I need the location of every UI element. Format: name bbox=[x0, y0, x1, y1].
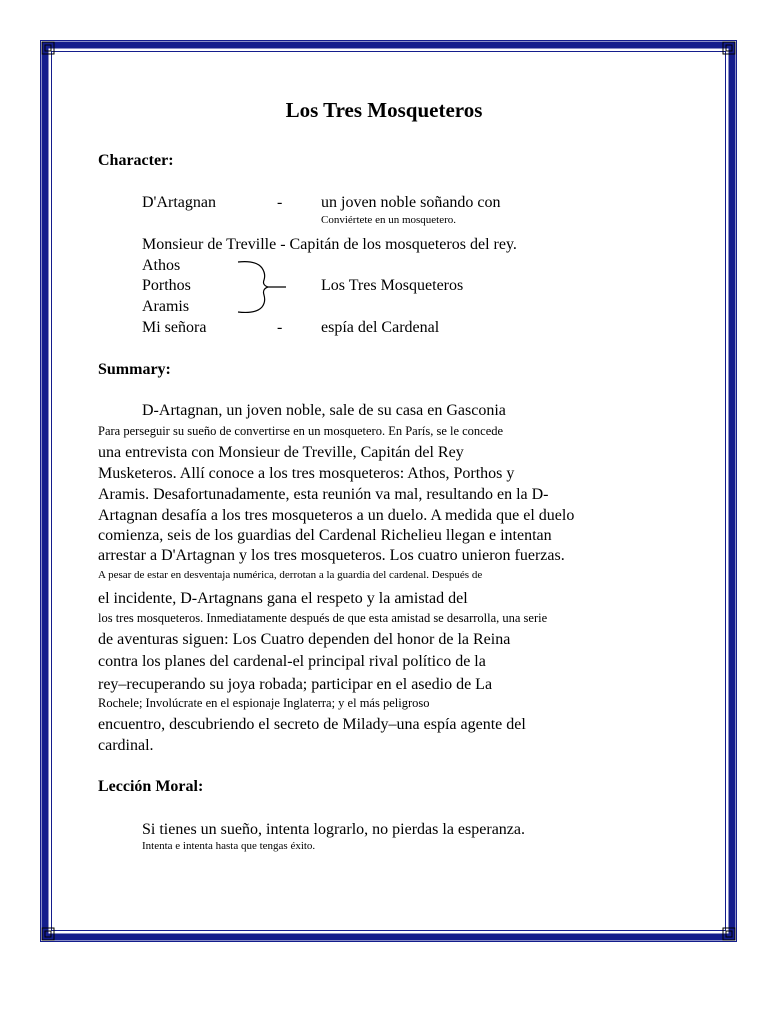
summary-line: D-Artagnan, un joven noble, sale de su casa en Gasconia bbox=[142, 402, 506, 419]
summary-line: comienza, seis de los guardias del Cardenal Richelieu llegan e intentan bbox=[98, 527, 552, 544]
summary-line: encuentro, descubriendo el secreto de Milady–una espía agente del bbox=[98, 716, 526, 733]
character-name-aramis: Aramis bbox=[142, 298, 190, 315]
summary-line: contra los planes del cardenal-el principal rival político de la bbox=[98, 653, 486, 670]
summary-line: Para perseguir su sueño de convertirse en un mosquetero. En París, se le concede bbox=[98, 424, 504, 438]
summary-line: arrestar a D'Artagnan y los tres mosqueteros. Los cuatro unieron fuerzas. bbox=[98, 547, 565, 564]
character-desc-milady: espía del Cardenal bbox=[321, 319, 440, 336]
character-dash: - bbox=[277, 319, 283, 336]
character-treville: Monsieur de Treville - Capitán de los mosqueteros del rey. bbox=[142, 236, 517, 253]
summary-line: Artagnan desafía a los tres mosqueteros a un duelo. A medida que el duelo bbox=[98, 507, 575, 524]
character-desc-dartagnan: un joven noble soñando con bbox=[321, 194, 501, 211]
summary-line: rey–recuperando su joya robada; participar en el asedio de La bbox=[98, 676, 493, 693]
moral-heading: Lección Moral: bbox=[98, 778, 204, 795]
summary-line: el incidente, D-Artagnans gana el respeto y la amistad del bbox=[98, 590, 468, 607]
character-name-athos: Athos bbox=[142, 257, 181, 274]
document-title: Los Tres Mosqueteros bbox=[285, 98, 483, 122]
three-musketeers-label: Los Tres Mosqueteros bbox=[321, 277, 464, 294]
summary-line: cardinal. bbox=[98, 737, 154, 754]
character-name-dartagnan: D'Artagnan bbox=[142, 194, 216, 211]
character-heading: Character: bbox=[98, 152, 174, 169]
summary-line: los tres mosqueteros. Inmediatamente después de que esta amistad se desarrolla, una serie bbox=[98, 611, 548, 625]
summary-line: una entrevista con Monsieur de Treville, Capitán del Rey bbox=[98, 444, 464, 461]
summary-line: A pesar de estar en desventaja numérica, derrotan a la guardia del cardenal. Después de bbox=[98, 569, 483, 581]
moral-line: Intenta e intenta hasta que tengas éxito. bbox=[142, 840, 316, 852]
brace-icon bbox=[236, 258, 292, 316]
moral-line: Si tienes un sueño, intenta lograrlo, no pierdas la esperanza. bbox=[142, 821, 525, 838]
summary-line: Rochele; Involúcrate en el espionaje Inglaterra; y el más peligroso bbox=[98, 696, 430, 710]
character-name-milady: Mi señora bbox=[142, 319, 207, 336]
summary-heading: Summary: bbox=[98, 361, 171, 378]
summary-line: Musketeros. Allí conoce a los tres mosqueteros: Athos, Porthos y bbox=[98, 465, 515, 482]
character-desc-dartagnan-2: Conviértete en un mosquetero. bbox=[321, 214, 457, 226]
summary-line: de aventuras siguen: Los Cuatro dependen del honor de la Reina bbox=[98, 631, 511, 648]
character-dash: - bbox=[277, 194, 283, 211]
summary-line: Aramis. Desafortunadamente, esta reunión va mal, resultando en la D- bbox=[98, 486, 549, 503]
character-name-porthos: Porthos bbox=[142, 277, 191, 294]
